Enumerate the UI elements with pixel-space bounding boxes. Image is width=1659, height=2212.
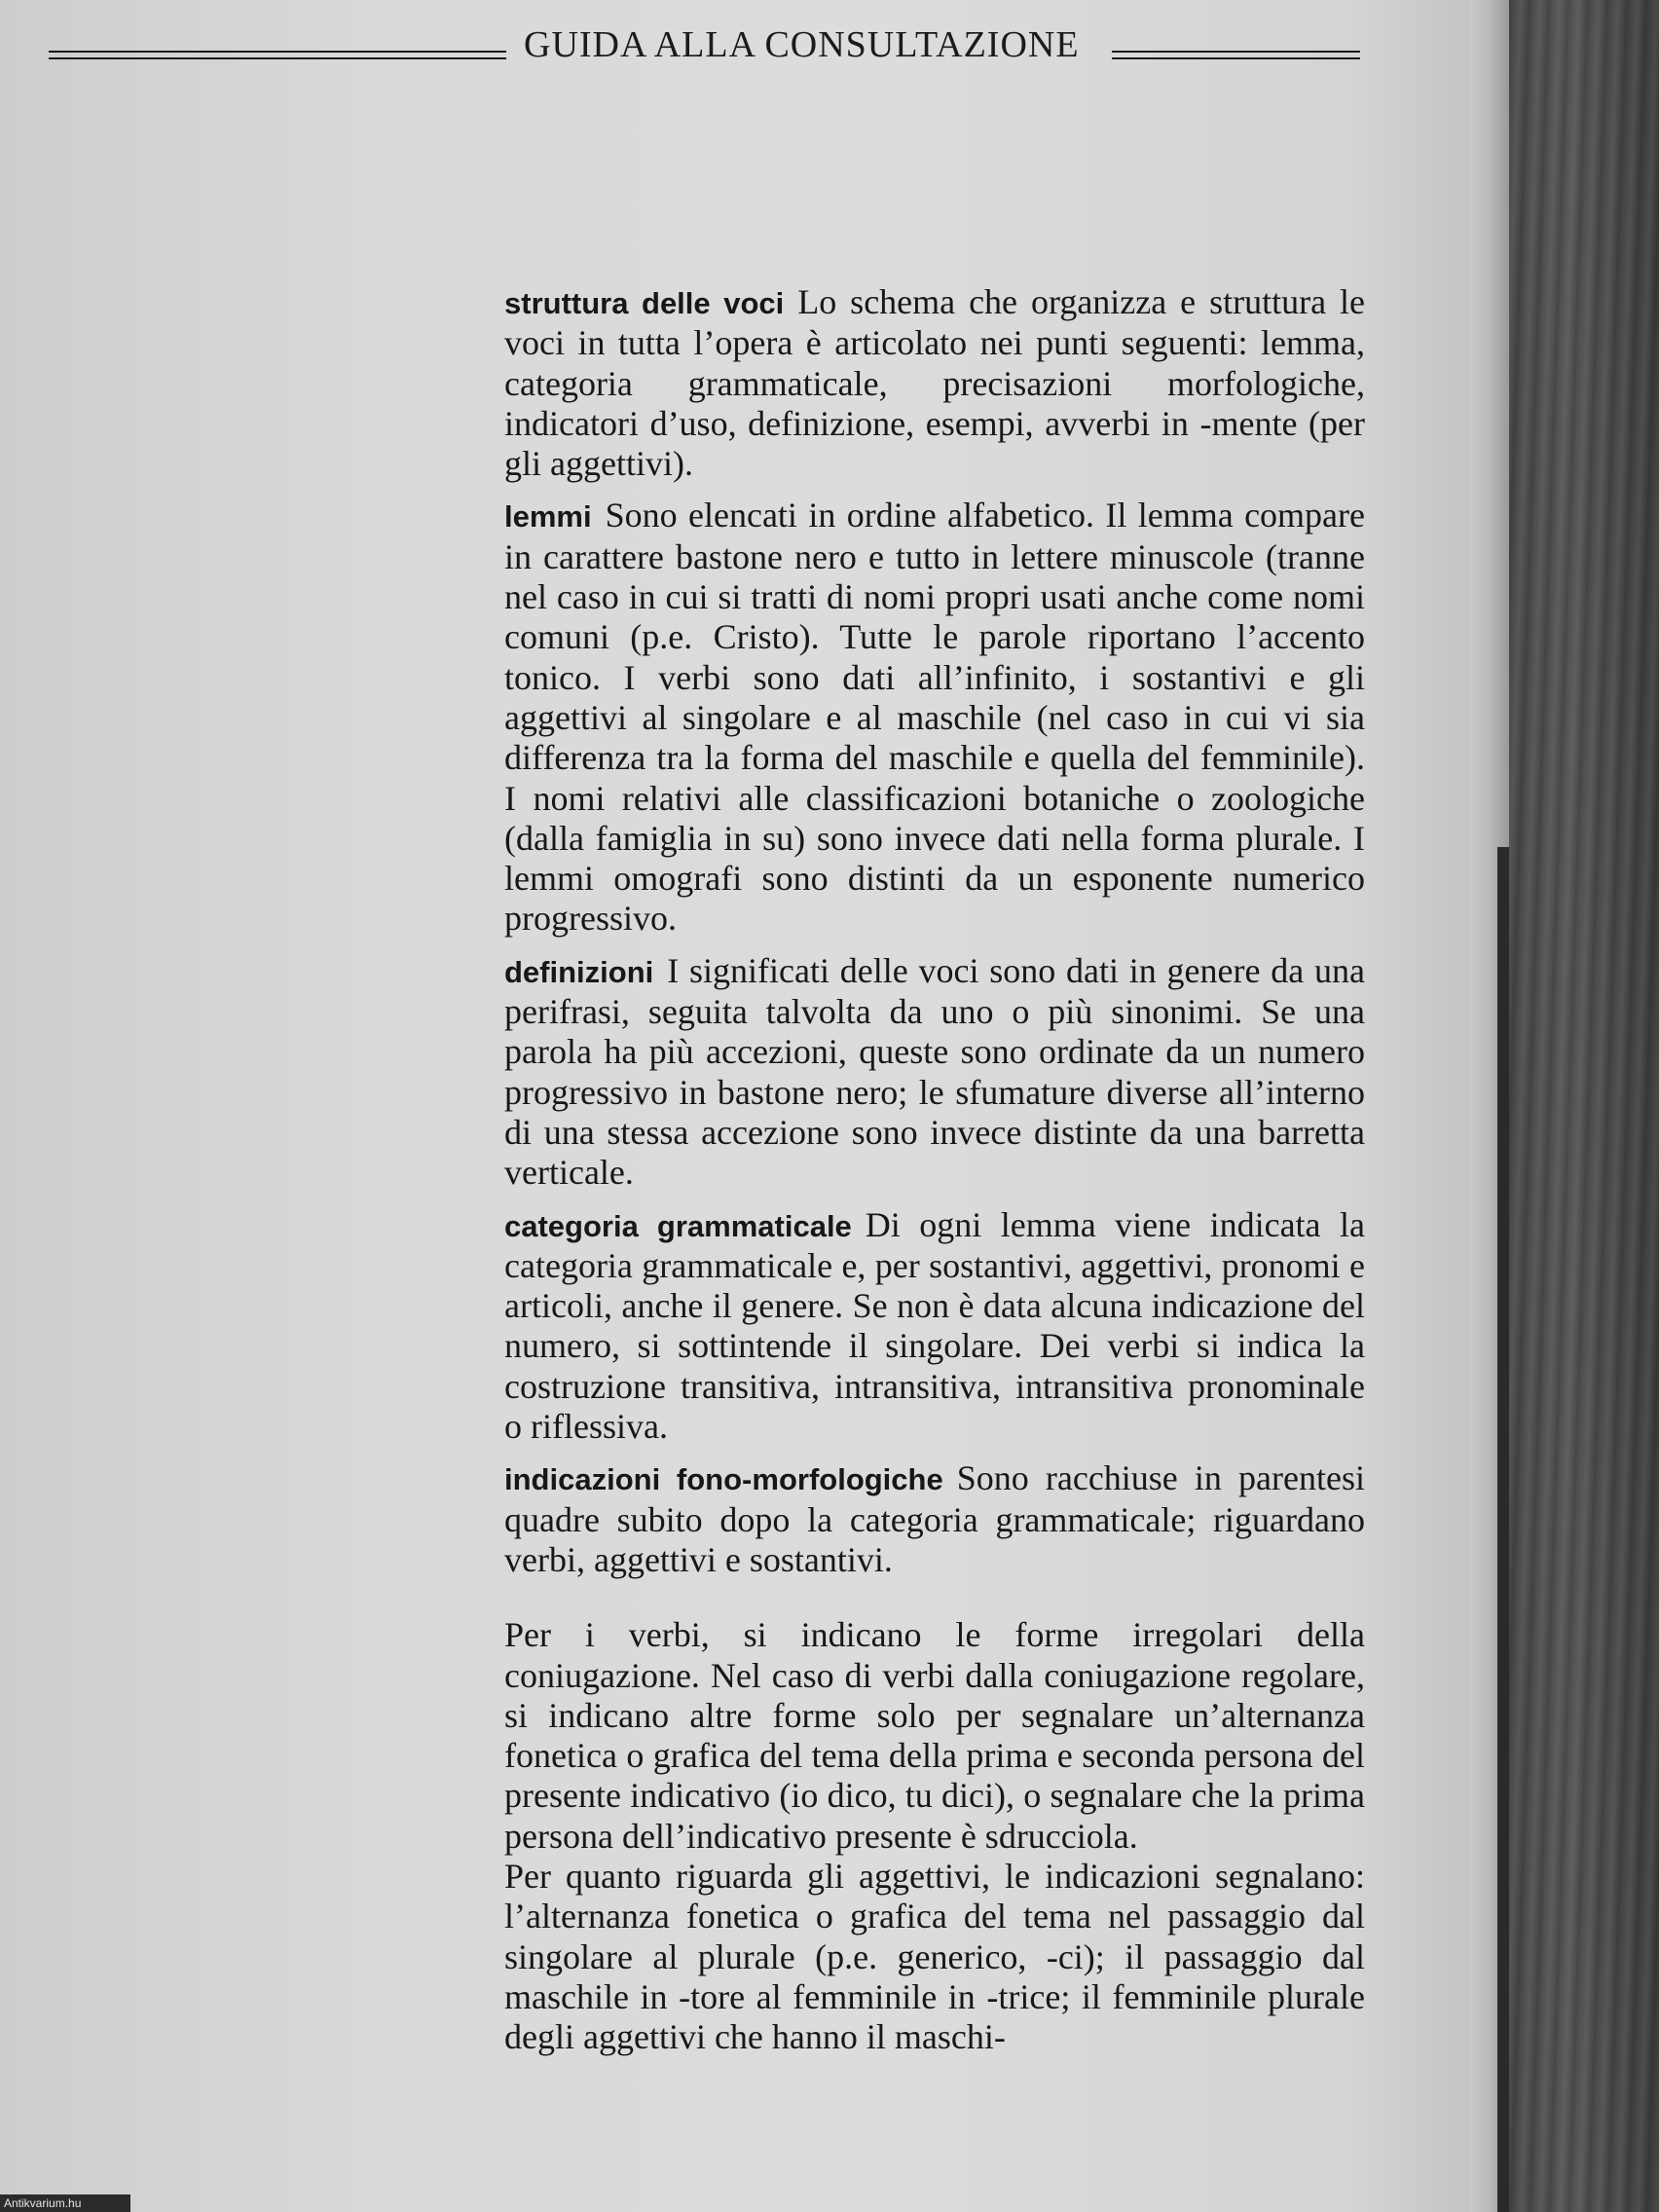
entry-term: definizioni <box>504 954 654 989</box>
entry-text: Di ogni lemma viene indicata la categoria grammaticale e, per sostantivi, aggettivi, pronomi e articoli, anche il genere. Se non è data alcuna indicazione del numero, si sottintende il singolare. Dei verbi si indica la costruzione transitiva, intransitiva, intransitiva pronominale o riflessiva. <box>504 1204 1365 1447</box>
paragraph-verbi: Per i verbi, si indicano le forme irregolari della coniugazione. Nel caso di verbi dalla coniugazione regolare, si indicano altre forme solo per segnalare un’alternanza fonetica o grafica del tema della prima e seconda persona del presente indicativo (io dico, tu dici), o segnalare che la prima persona dell’indicativo presente è sdrucciola. <box>504 1615 1365 1856</box>
entry-categoria-grammaticale <box>504 1205 1365 1448</box>
background-surface <box>1509 0 1659 2212</box>
entry-term: indicazioni fono-morfologiche <box>504 1462 943 1497</box>
entry-term: lemmi <box>504 499 592 535</box>
entry-indicazioni-fono-morfologiche <box>504 1458 1365 1580</box>
header-title: GUIDA ALLA CONSULTAZIONE <box>524 24 1080 65</box>
entry-struttura-delle-voci <box>504 282 1365 484</box>
entry-term: struttura delle voci <box>504 286 785 320</box>
entry-text: Sono racchiuse in parentesi quadre subito dopo la categoria grammaticale; riguardano verbi, aggettivi e sostantivi. <box>504 1458 1365 1579</box>
entry-lemmi <box>504 496 1365 939</box>
entry-definizioni <box>504 951 1365 1194</box>
watermark: Antikvarium.hu <box>0 2194 130 2212</box>
body-text <box>504 282 1365 2057</box>
entry-text: Sono elencati in ordine alfabetico. Il lemma compare in carattere bastone nero e tutto in lettere minuscole (tranne nel caso in cui si tratti di nomi propri usati anche come nomi comuni (p.e. Cristo). Tutte le parole riportano l’accento tonico. I verbi sono dati all’infinito, i sostantivi e gli aggettivi al singolare e al maschile (nel caso in cui vi sia differenza tra la forma del maschile e quella del femminile). I nomi relativi alle classificazioni botaniche o zoologiche (dalla famiglia in su) sono invece dati nella forma plurale. I lemmi omografi sono distinti da un esponente numerico progressivo. <box>504 496 1365 939</box>
paragraph-aggettivi: Per quanto riguarda gli aggettivi, le indicazioni segnalano: l’alternanza fonetica o grafica del tema nel passaggio dal singolare al plurale (p.e. generico, -ci); il passaggio dal maschile in -tore al femminile in -trice; il femminile plurale degli aggettivi che hanno il maschi- <box>504 1856 1365 2057</box>
entry-term: categoria grammaticale <box>504 1208 852 1243</box>
entry-text: I significati delle voci sono dati in genere da una perifrasi, seguita talvolta da uno o più sinonimi. Se una parola ha più accezioni, queste sono ordinate da un numero progressivo in bastone nero; le sfumature diverse all’interno di una stessa accezione sono invece distinte da una barretta verticale. <box>504 950 1365 1193</box>
cover-edge <box>1497 847 1509 2212</box>
header-rule-left <box>49 51 506 59</box>
header-rule-right <box>1112 51 1360 59</box>
running-header <box>49 21 1363 80</box>
entry-text: Lo schema che organizza e struttura le voci in tutta l’opera è articolato nei punti seguenti: lemma, categoria grammaticale, precisazioni morfologiche, indicatori d’uso, definizione, esempi, avverbi in -mente (per gli aggettivi). <box>504 282 1365 484</box>
